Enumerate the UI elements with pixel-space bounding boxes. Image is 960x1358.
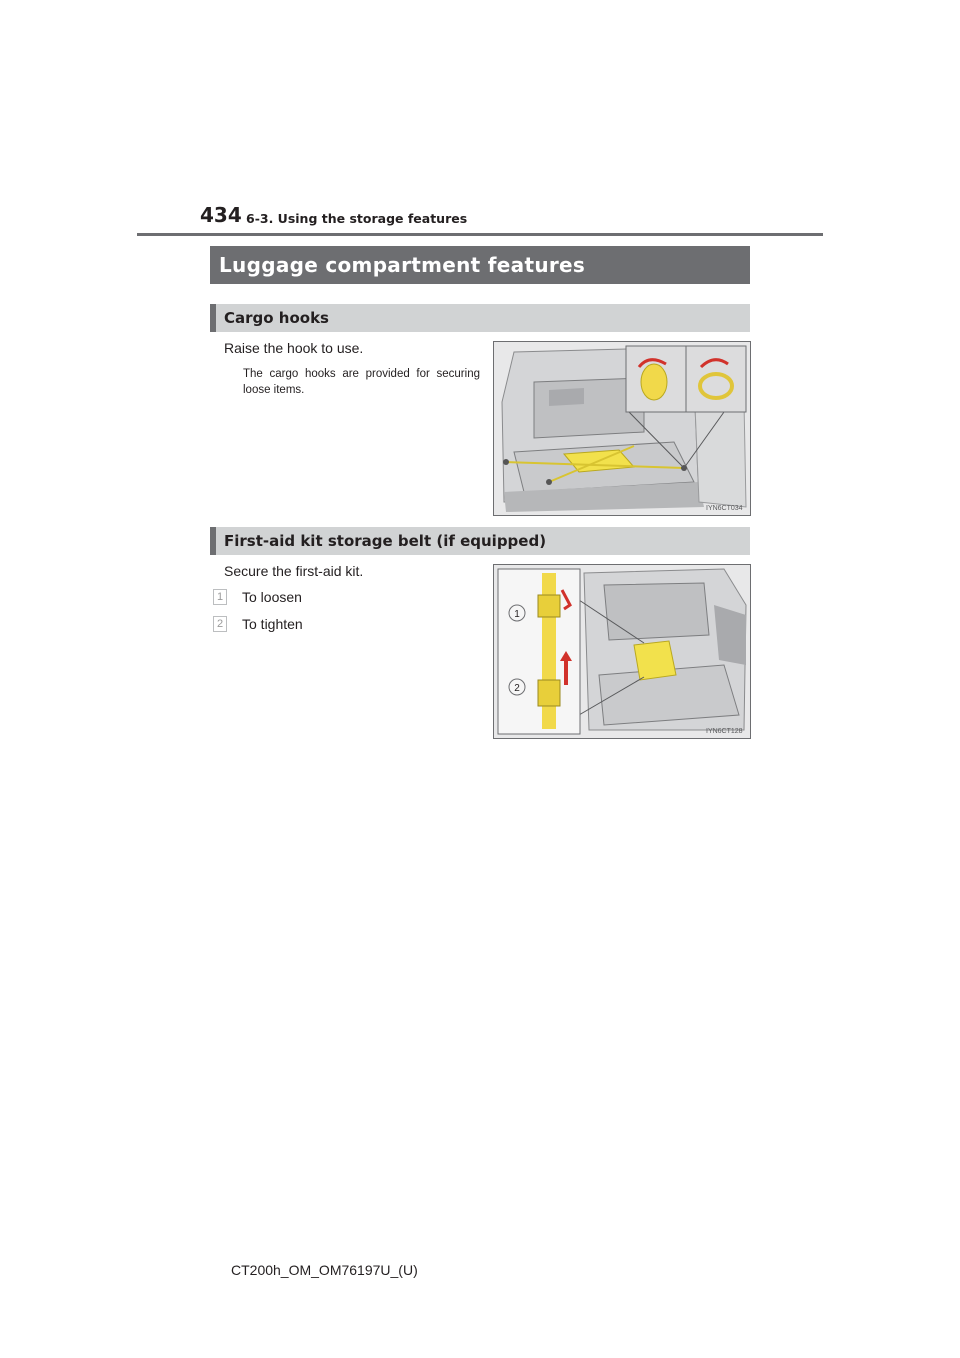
cargo-figure-code: IYN6CT034 [706, 505, 743, 512]
page-title-bar [210, 246, 750, 284]
heading-accent [210, 527, 216, 555]
figure-label-1: 1 [514, 609, 520, 620]
page-title: Luggage compartment features [219, 253, 586, 277]
first-aid-heading: First-aid kit storage belt (if equipped) [224, 532, 547, 550]
heading-accent [210, 304, 216, 332]
page-number: 434 [200, 203, 242, 227]
figure-label-2: 2 [514, 683, 520, 694]
step-label-loosen: To loosen [242, 589, 302, 605]
section-title: 6-3. Using the storage features [246, 211, 468, 226]
first-aid-illustration [493, 564, 751, 739]
first-aid-heading-bar [210, 527, 750, 555]
cargo-hooks-heading: Cargo hooks [224, 309, 329, 327]
first-aid-figure-code: IYN6CT128 [706, 728, 743, 735]
cargo-hooks-illustration [493, 341, 751, 516]
cargo-hooks-note: The cargo hooks are provided for securing loose items. [243, 368, 480, 396]
header-rule [137, 233, 823, 236]
first-aid-instruction: Secure the first-aid kit. [224, 563, 364, 579]
cargo-hooks-instruction: Raise the hook to use. [224, 340, 364, 356]
step-label-tighten: To tighten [242, 616, 303, 632]
document-code: CT200h_OM_OM76197U_(U) [231, 1262, 418, 1278]
step-number-2: 2 [213, 616, 227, 632]
step-number-1: 1 [213, 589, 227, 605]
cargo-hooks-heading-bar [210, 304, 750, 332]
